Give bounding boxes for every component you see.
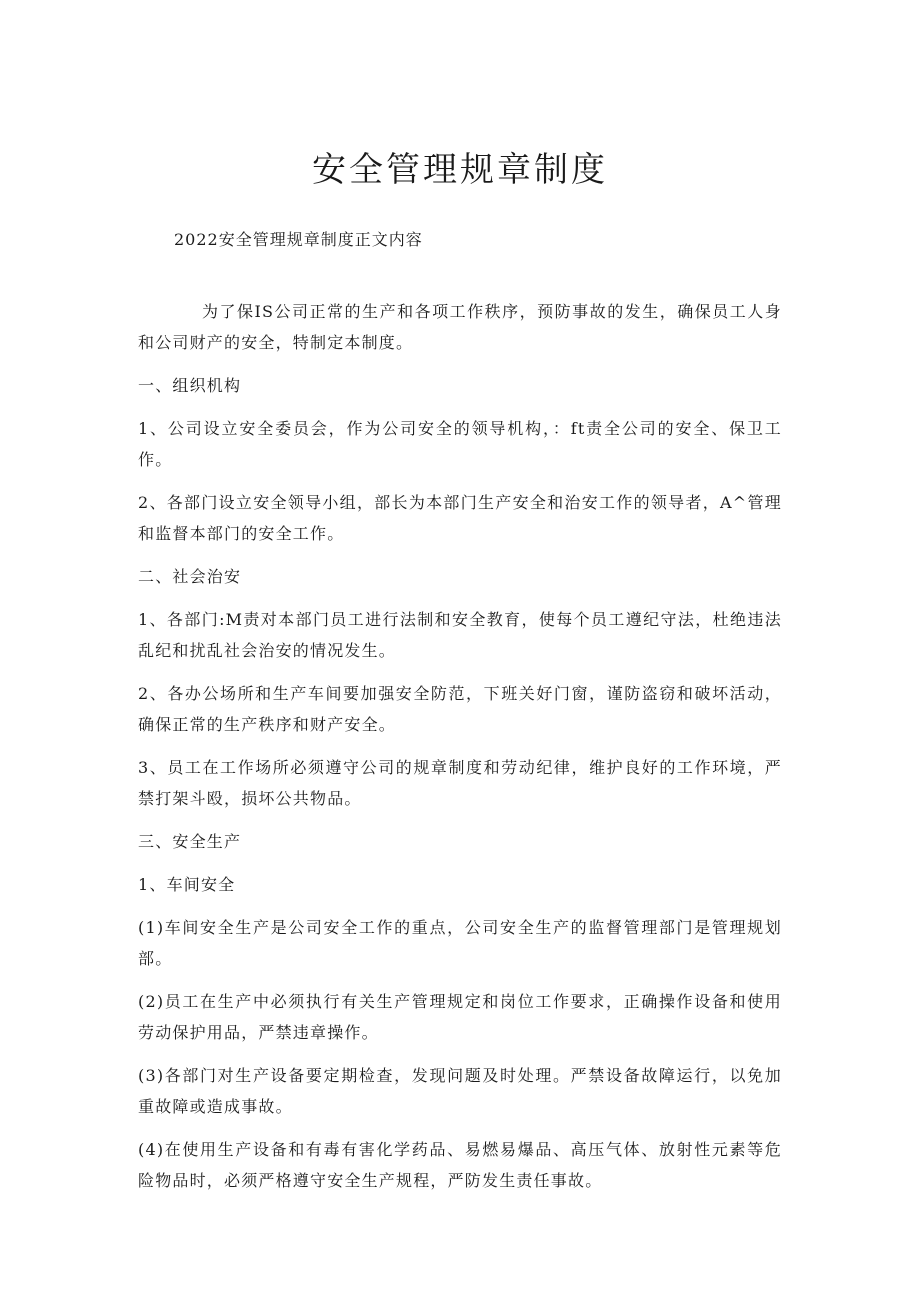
paragraph-workshop-2: (2)员工在生产中必须执行有关生产管理规定和岗位工作要求，正确操作设备和使用劳动保护用品，严禁违章操作。 xyxy=(138,992,782,1042)
document-subtitle: 2022安全管理规章制度正文内容 xyxy=(174,230,423,249)
paragraph-workshop-4: (4)在使用生产设备和有毒有害化学药品、易燃易爆品、高压气体、放射性元素等危险物品时，必须严格遵守安全生产规程，严防发生责任事故。 xyxy=(138,1140,782,1190)
section-heading-public-security: 二、社会治安 xyxy=(138,567,242,586)
document-title: 安全管理规章制度 xyxy=(312,150,608,190)
paragraph-workshop-3: (3)各部门对生产设备要定期检查，发现问题及时处理。严禁设备故障运行，以免加重故障或造成事故。 xyxy=(138,1066,782,1116)
intro-paragraph: 为了保IS公司正常的生产和各项工作秩序，预防事故的发生，确保员工人身和公司财产的安全，特制定本制度。 xyxy=(138,302,782,352)
section-heading-organization: 一、组织机构 xyxy=(138,376,242,395)
paragraph-org-1: 1、公司设立安全委员会，作为公司安全的领导机构，：ft责全公司的安全、保卫工作。 xyxy=(138,419,782,469)
paragraph-workshop-1: (1)车间安全生产是公司安全工作的重点，公司安全生产的监督管理部门是管理规划部。 xyxy=(138,918,782,968)
paragraph-org-2: 2、各部门设立安全领导小组，部长为本部门生产安全和治安工作的领导者，A^管理和监督本部门的安全工作。 xyxy=(138,493,782,543)
paragraph-security-2: 2、各办公场所和生产车间要加强安全防范，下班关好门窗，谨防盗窃和破坏活动，确保正常的生产秩序和财产安全。 xyxy=(138,684,782,734)
document-body xyxy=(138,296,782,1208)
paragraph-security-3: 3、员工在工作场所必须遵守公司的规章制度和劳动纪律，维护良好的工作环境，严禁打架斗殴，损坏公共物品。 xyxy=(138,758,782,808)
section-heading-production-safety: 三、安全生产 xyxy=(138,832,242,851)
subsection-heading-workshop-safety: 1、车间安全 xyxy=(138,875,236,894)
paragraph-security-1: 1、各部门:M责对本部门员工进行法制和安全教育，使每个员工遵纪守法，杜绝违法乱纪和扰乱社会治安的情况发生。 xyxy=(138,610,782,660)
